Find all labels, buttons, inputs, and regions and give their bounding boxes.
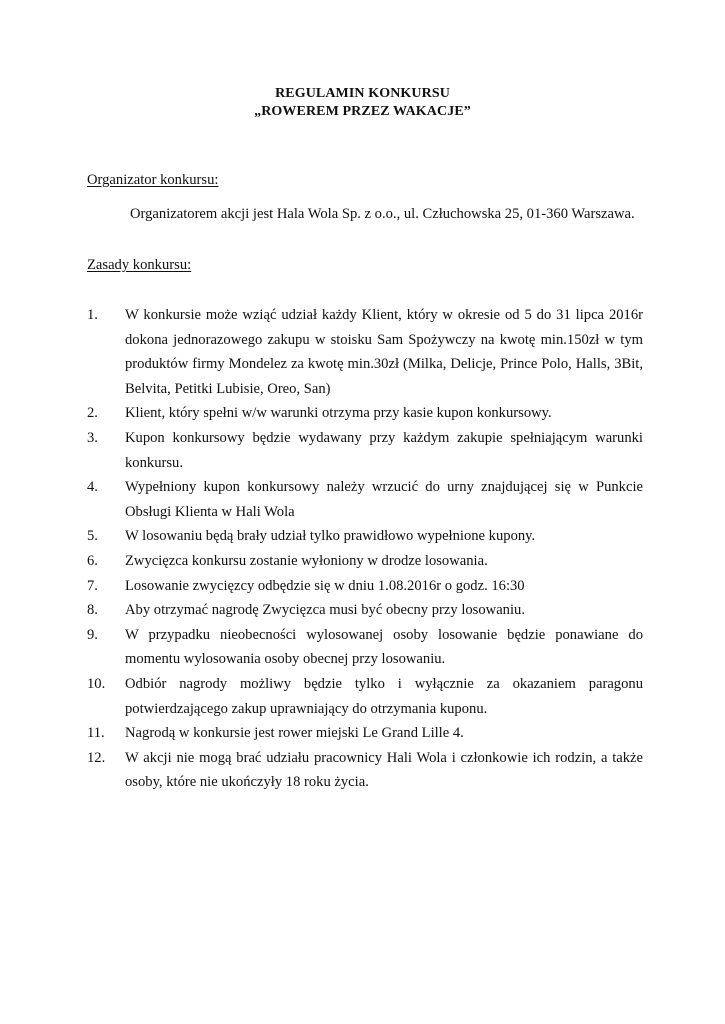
document-title: REGULAMIN KONKURSU	[275, 86, 450, 101]
rule-item	[87, 746, 643, 795]
rule-item	[87, 426, 643, 475]
rule-text: Wypełniony kupon konkursowy należy wrzucić do urny znajdującej się w Punkcie Obsługi Klienta w Hali Wola	[125, 479, 643, 520]
rule-number: 12.	[87, 749, 106, 766]
rule-item	[87, 549, 643, 574]
rule-item	[87, 401, 643, 426]
rule-number: 6.	[87, 552, 98, 569]
rule-text: Odbiór nagrody możliwy będzie tylko i wyłącznie za okazaniem paragonu potwierdzającego zakup uprawniający do otrzymania kuponu.	[125, 675, 643, 717]
rule-text: Zwycięzca konkursu zostanie wyłoniony w drodze losowania.	[125, 552, 488, 569]
rule-number: 4.	[87, 479, 98, 496]
rule-text: Losowanie zwycięzcy odbędzie się w dniu 1.08.2016r o godz. 16:30	[125, 577, 525, 594]
rule-text: Kupon konkursowy będzie wydawany przy każdym zakupie spełniającym warunki konkursu.	[125, 429, 643, 471]
rules-heading: Zasady konkursu:	[87, 257, 192, 273]
rule-text: W przypadku nieobecności wylosowanej osoby losowanie będzie ponawiane do momentu wylosowania osoby obecnej przy losowaniu.	[125, 626, 643, 668]
rule-text: W losowaniu będą brały udział tylko prawidłowo wypełnione kupony.	[125, 528, 536, 545]
rules-list	[87, 303, 643, 795]
rule-item	[87, 623, 643, 672]
rule-number: 8.	[87, 602, 98, 619]
rule-item	[87, 303, 643, 401]
rule-item	[87, 721, 643, 746]
rule-item	[87, 475, 643, 524]
rule-number: 10.	[87, 675, 106, 692]
rule-number: 9.	[87, 626, 98, 643]
rule-text: W konkursie może wziąć udział każdy Klient, który w okresie od 5 do 31 lipca 2016r dokona jednorazowego zakupu w stoisku Sam Spożywczy na kwotę min.150zł w tym produktów firmy Mondelez za kwotę min.30zł (Milka, Delicje, Prince Polo, Halls, 3Bit, Belvita, Petitki Lubisie, Oreo, San)	[125, 307, 643, 397]
rule-item	[87, 598, 643, 623]
rule-number: 2.	[87, 405, 98, 422]
rule-number: 5.	[87, 528, 98, 545]
organizer-heading: Organizator konkursu:	[87, 172, 219, 188]
rule-text: W akcji nie mogą brać udziału pracownicy Hali Wola i członkowie ich rodzin, a także osoby, które nie ukończyły 18 roku życia.	[125, 749, 643, 791]
rule-item	[87, 524, 643, 549]
rule-text: Aby otrzymać nagrodę Zwycięzca musi być obecny przy losowaniu.	[125, 602, 525, 619]
document-subtitle: „ROWEREM PRZEZ WAKACJE”	[254, 104, 471, 119]
rule-number: 1.	[87, 307, 98, 323]
rule-item	[87, 672, 643, 721]
rule-number: 3.	[87, 429, 98, 446]
rule-item	[87, 574, 643, 599]
rule-text: Nagrodą w konkursie jest rower miejski Le Grand Lille 4.	[125, 725, 464, 742]
rule-text: Klient, który spełni w/w warunki otrzyma przy kasie kupon konkursowy.	[125, 405, 552, 422]
rule-number: 7.	[87, 577, 98, 594]
rule-number: 11.	[87, 725, 105, 742]
organizer-text: Organizatorem akcji jest Hala Wola Sp. z o.o., ul. Człuchowska 25, 01-360 Warszawa.	[130, 206, 635, 222]
